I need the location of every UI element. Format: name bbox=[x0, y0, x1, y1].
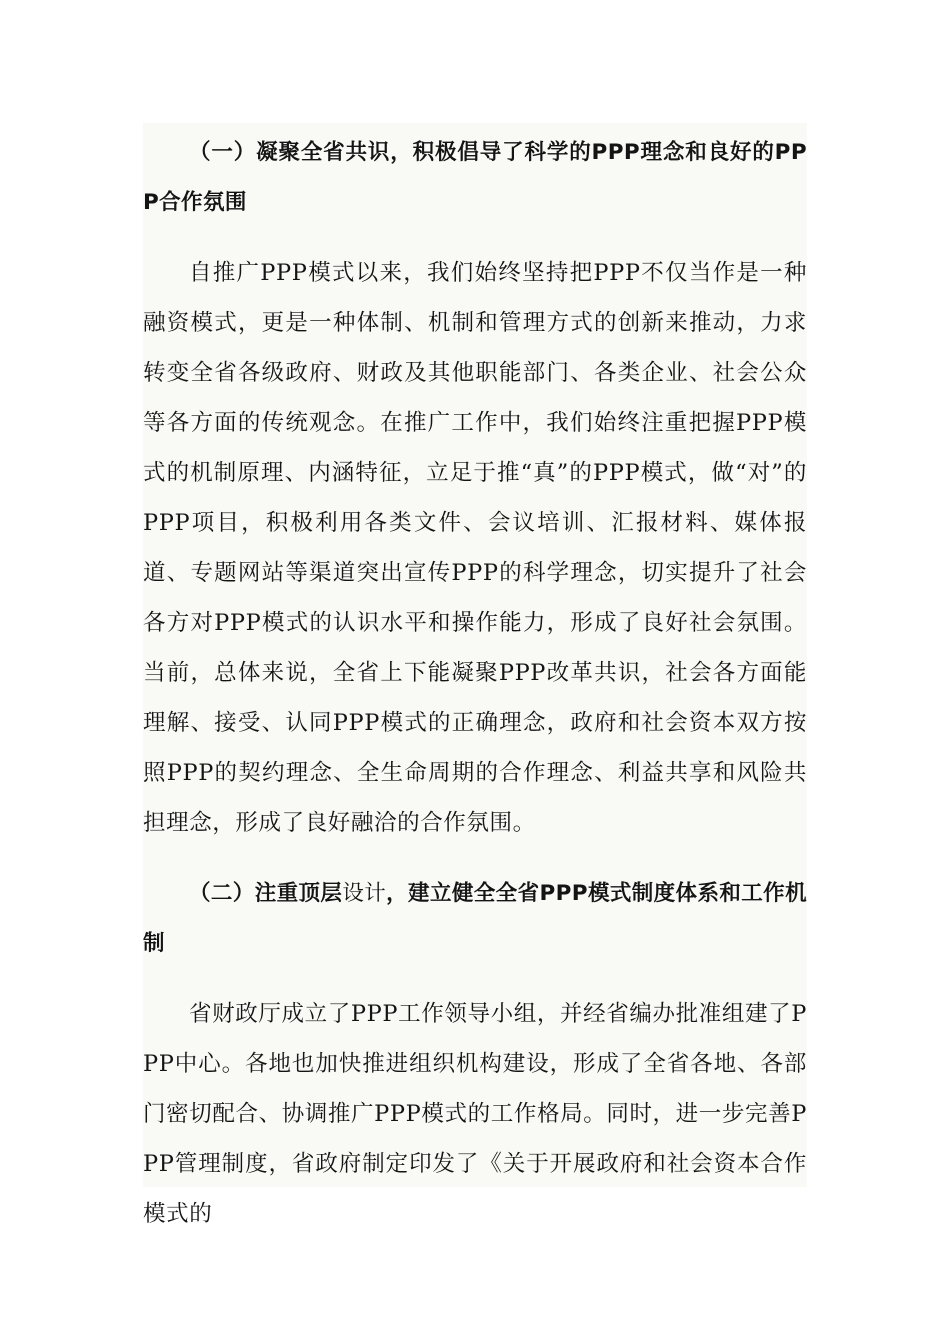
section-heading-2 bbox=[143, 869, 807, 969]
section-body-1: 自推广PPP模式以来，我们始终坚持把PPP不仅当作是一种融资模式，更是一种体制、机制和管理方式的创新来推动，力求转变全省各级政府、财政及其他职能部门、各类企业、社会公众等各方面的传统观念。在推广工作中，我们始终注重把握PPP模式的机制原理、内涵特征，立足于推“真”的PPP模式，做“对”的PPP项目，积极利用各类文件、会议培训、汇报材料、媒体报道、专题网站等渠道突出宣传PPP的科学理念，切实提升了社会各方对PPP模式的认识水平和操作能力，形成了良好社会氛围。当前，总体来说，全省上下能凝聚PPP改革共识，社会各方面能理解、接受、认同PPP模式的正确理念，政府和社会资本双方按照PPP的契约理念、全生命周期的合作理念、利益共享和风险共担理念，形成了良好融洽的合作氛围。 bbox=[143, 260, 807, 836]
heading-2-part-3: ，建立健全全省PPP模式制度体系和工作机制 bbox=[143, 881, 807, 956]
heading-2-part-2: 设计 bbox=[342, 881, 387, 906]
heading-2-part-1: （二）注重顶层 bbox=[189, 881, 343, 906]
section-heading-1: （一）凝聚全省共识，积极倡导了科学的PPP理念和良好的PPP合作氛围 bbox=[143, 140, 807, 215]
document-text-block bbox=[143, 123, 807, 1227]
section-body-2: 省财政厅成立了PPP工作领导小组，并经省编办批准组建了PPP中心。各地也加快推进组织机构建设，形成了全省各地、各部门密切配合、协调推广PPP模式的工作格局。同时，进一步完善PPP管理制度，省政府制定印发了《关于开展政府和社会资本合作模式的 bbox=[143, 1001, 807, 1227]
